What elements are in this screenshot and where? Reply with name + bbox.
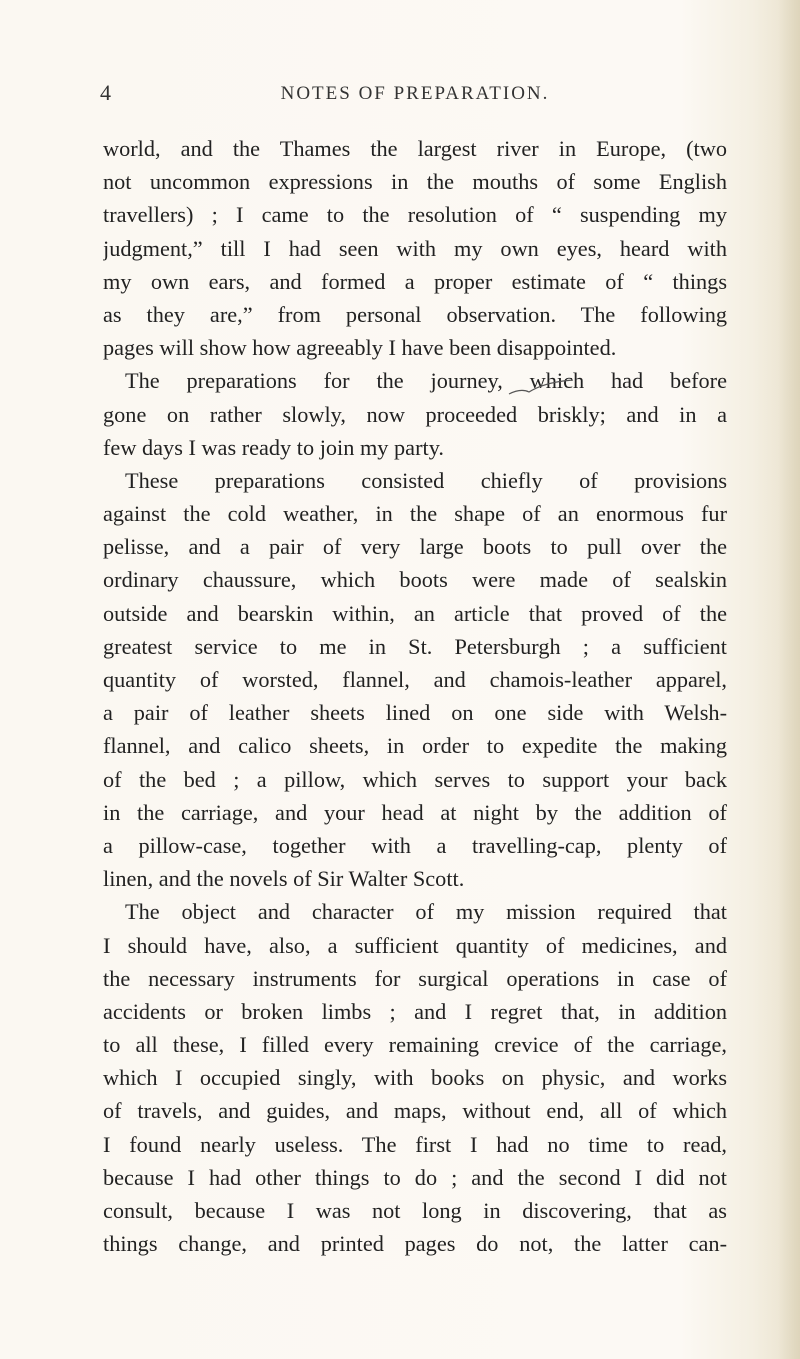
text-line: because I had other things to do ; and the second I did not bbox=[103, 1164, 727, 1190]
text-line: things change, and printed pages do not, the latter can- bbox=[103, 1231, 727, 1257]
page-number: 4 bbox=[100, 80, 111, 105]
text-line: which I occupied singly, with books on physic, and works bbox=[103, 1065, 727, 1091]
text-line: ordinary chaussure, which boots were made of sealskin bbox=[103, 567, 727, 593]
text-line: outside and bearskin within, an article that proved of the bbox=[103, 600, 727, 626]
text-line: These preparations consisted chiefly of provisions bbox=[125, 467, 727, 493]
text-line: few days I was ready to join my party. bbox=[103, 434, 444, 460]
page-edge-shadow bbox=[778, 0, 800, 1359]
text-line: consult, because I was not long in discovering, that as bbox=[103, 1198, 727, 1223]
text-line: as they are,” from personal observation. The following bbox=[103, 301, 727, 327]
running-title: NOTES OF PREPARATION. bbox=[280, 83, 550, 104]
text-line: my own ears, and formed a proper estimate of “ things bbox=[103, 268, 727, 294]
text-line: pages will show how agreeably I have been disappointed. bbox=[103, 335, 617, 361]
text-line: to all these, I filled every remaining crevice of the carriage, bbox=[103, 1032, 727, 1058]
body-text bbox=[103, 132, 727, 1260]
text-line: flannel, and calico sheets, in order to expedite the making bbox=[103, 733, 727, 759]
text-line: of the bed ; a pillow, which serves to support your back bbox=[103, 766, 727, 792]
text-line: judgment,” till I had seen with my own eyes, heard with bbox=[103, 235, 727, 261]
text-line: gone on rather slowly, now proceeded briskly; and in a bbox=[103, 401, 727, 427]
text-line: I should have, also, a sufficient quantity of medicines, and bbox=[103, 932, 727, 958]
text-line: The preparations for the journey, which had before bbox=[125, 368, 727, 394]
text-line: against the cold weather, in the shape of an enormous fur bbox=[103, 501, 727, 527]
text-line: The object and character of my mission required that bbox=[125, 899, 727, 925]
text-line: of travels, and guides, and maps, without end, all of which bbox=[103, 1098, 727, 1124]
text-line: the necessary instruments for surgical operations in case of bbox=[103, 965, 727, 991]
text-line: quantity of worsted, flannel, and chamois-leather apparel, bbox=[103, 667, 727, 692]
text-line: a pair of leather sheets lined on one side with Welsh- bbox=[103, 700, 727, 726]
text-line: not uncommon expressions in the mouths of some English bbox=[103, 169, 727, 195]
text-line: a pillow-case, together with a travelling-cap, plenty of bbox=[103, 832, 727, 858]
text-line: travellers) ; I came to the resolution of “ suspending my bbox=[103, 202, 727, 228]
text-line: linen, and the novels of Sir Walter Scott. bbox=[103, 866, 465, 892]
text-line: I found nearly useless. The first I had no time to read, bbox=[103, 1131, 727, 1157]
text-line: pelisse, and a pair of very large boots to pull over the bbox=[103, 534, 727, 560]
text-line: in the carriage, and your head at night by the addition of bbox=[103, 799, 727, 825]
text-line: world, and the Thames the largest river in Europe, (two bbox=[103, 136, 727, 161]
running-head bbox=[100, 80, 730, 108]
text-line: greatest service to me in St. Petersburgh ; a sufficient bbox=[103, 633, 727, 659]
text-line: accidents or broken limbs ; and I regret that, in addition bbox=[103, 998, 727, 1024]
pencil-mark bbox=[507, 378, 577, 398]
